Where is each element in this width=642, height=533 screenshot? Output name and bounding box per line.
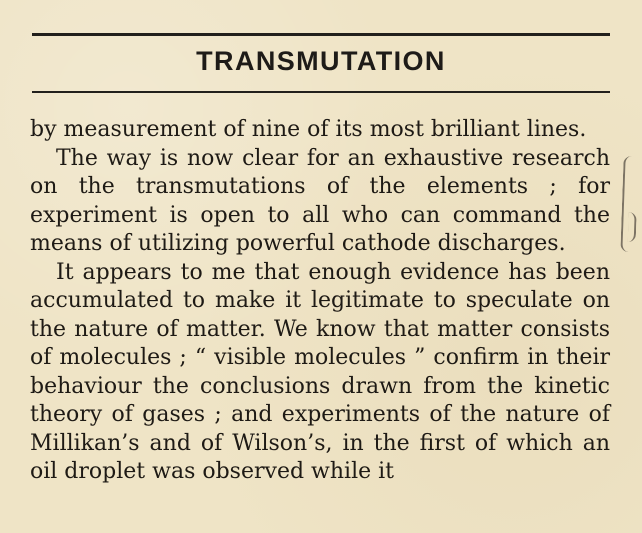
pencil-margin-bracket-icon bbox=[620, 156, 635, 252]
header-top-rule bbox=[32, 33, 610, 36]
paragraph-3: It appears to me that enough evidence has been accumulated to make it legitimate to speculate on the nature of matter. We know that matter consists of molecules ; “ visible molecules ” confirm in their behaviour the conclusions drawn from the kinetic theory of gases ; and experiments of the nature of Millikan’s and of Wilson’s, in the first of which an oil droplet was observed while it bbox=[30, 259, 610, 484]
header-bottom-rule bbox=[32, 91, 610, 93]
paragraph-1: by measurement of nine of its most brilliant lines. bbox=[30, 117, 587, 142]
body-text bbox=[30, 116, 610, 487]
running-title: TRANSMUTATION bbox=[196, 46, 446, 76]
paragraph-2: The way is now clear for an exhaustive research on the transmutations of the elements ; for experiment is open to all who can command the means of utilizing powerful cathode discharges. bbox=[30, 145, 610, 256]
